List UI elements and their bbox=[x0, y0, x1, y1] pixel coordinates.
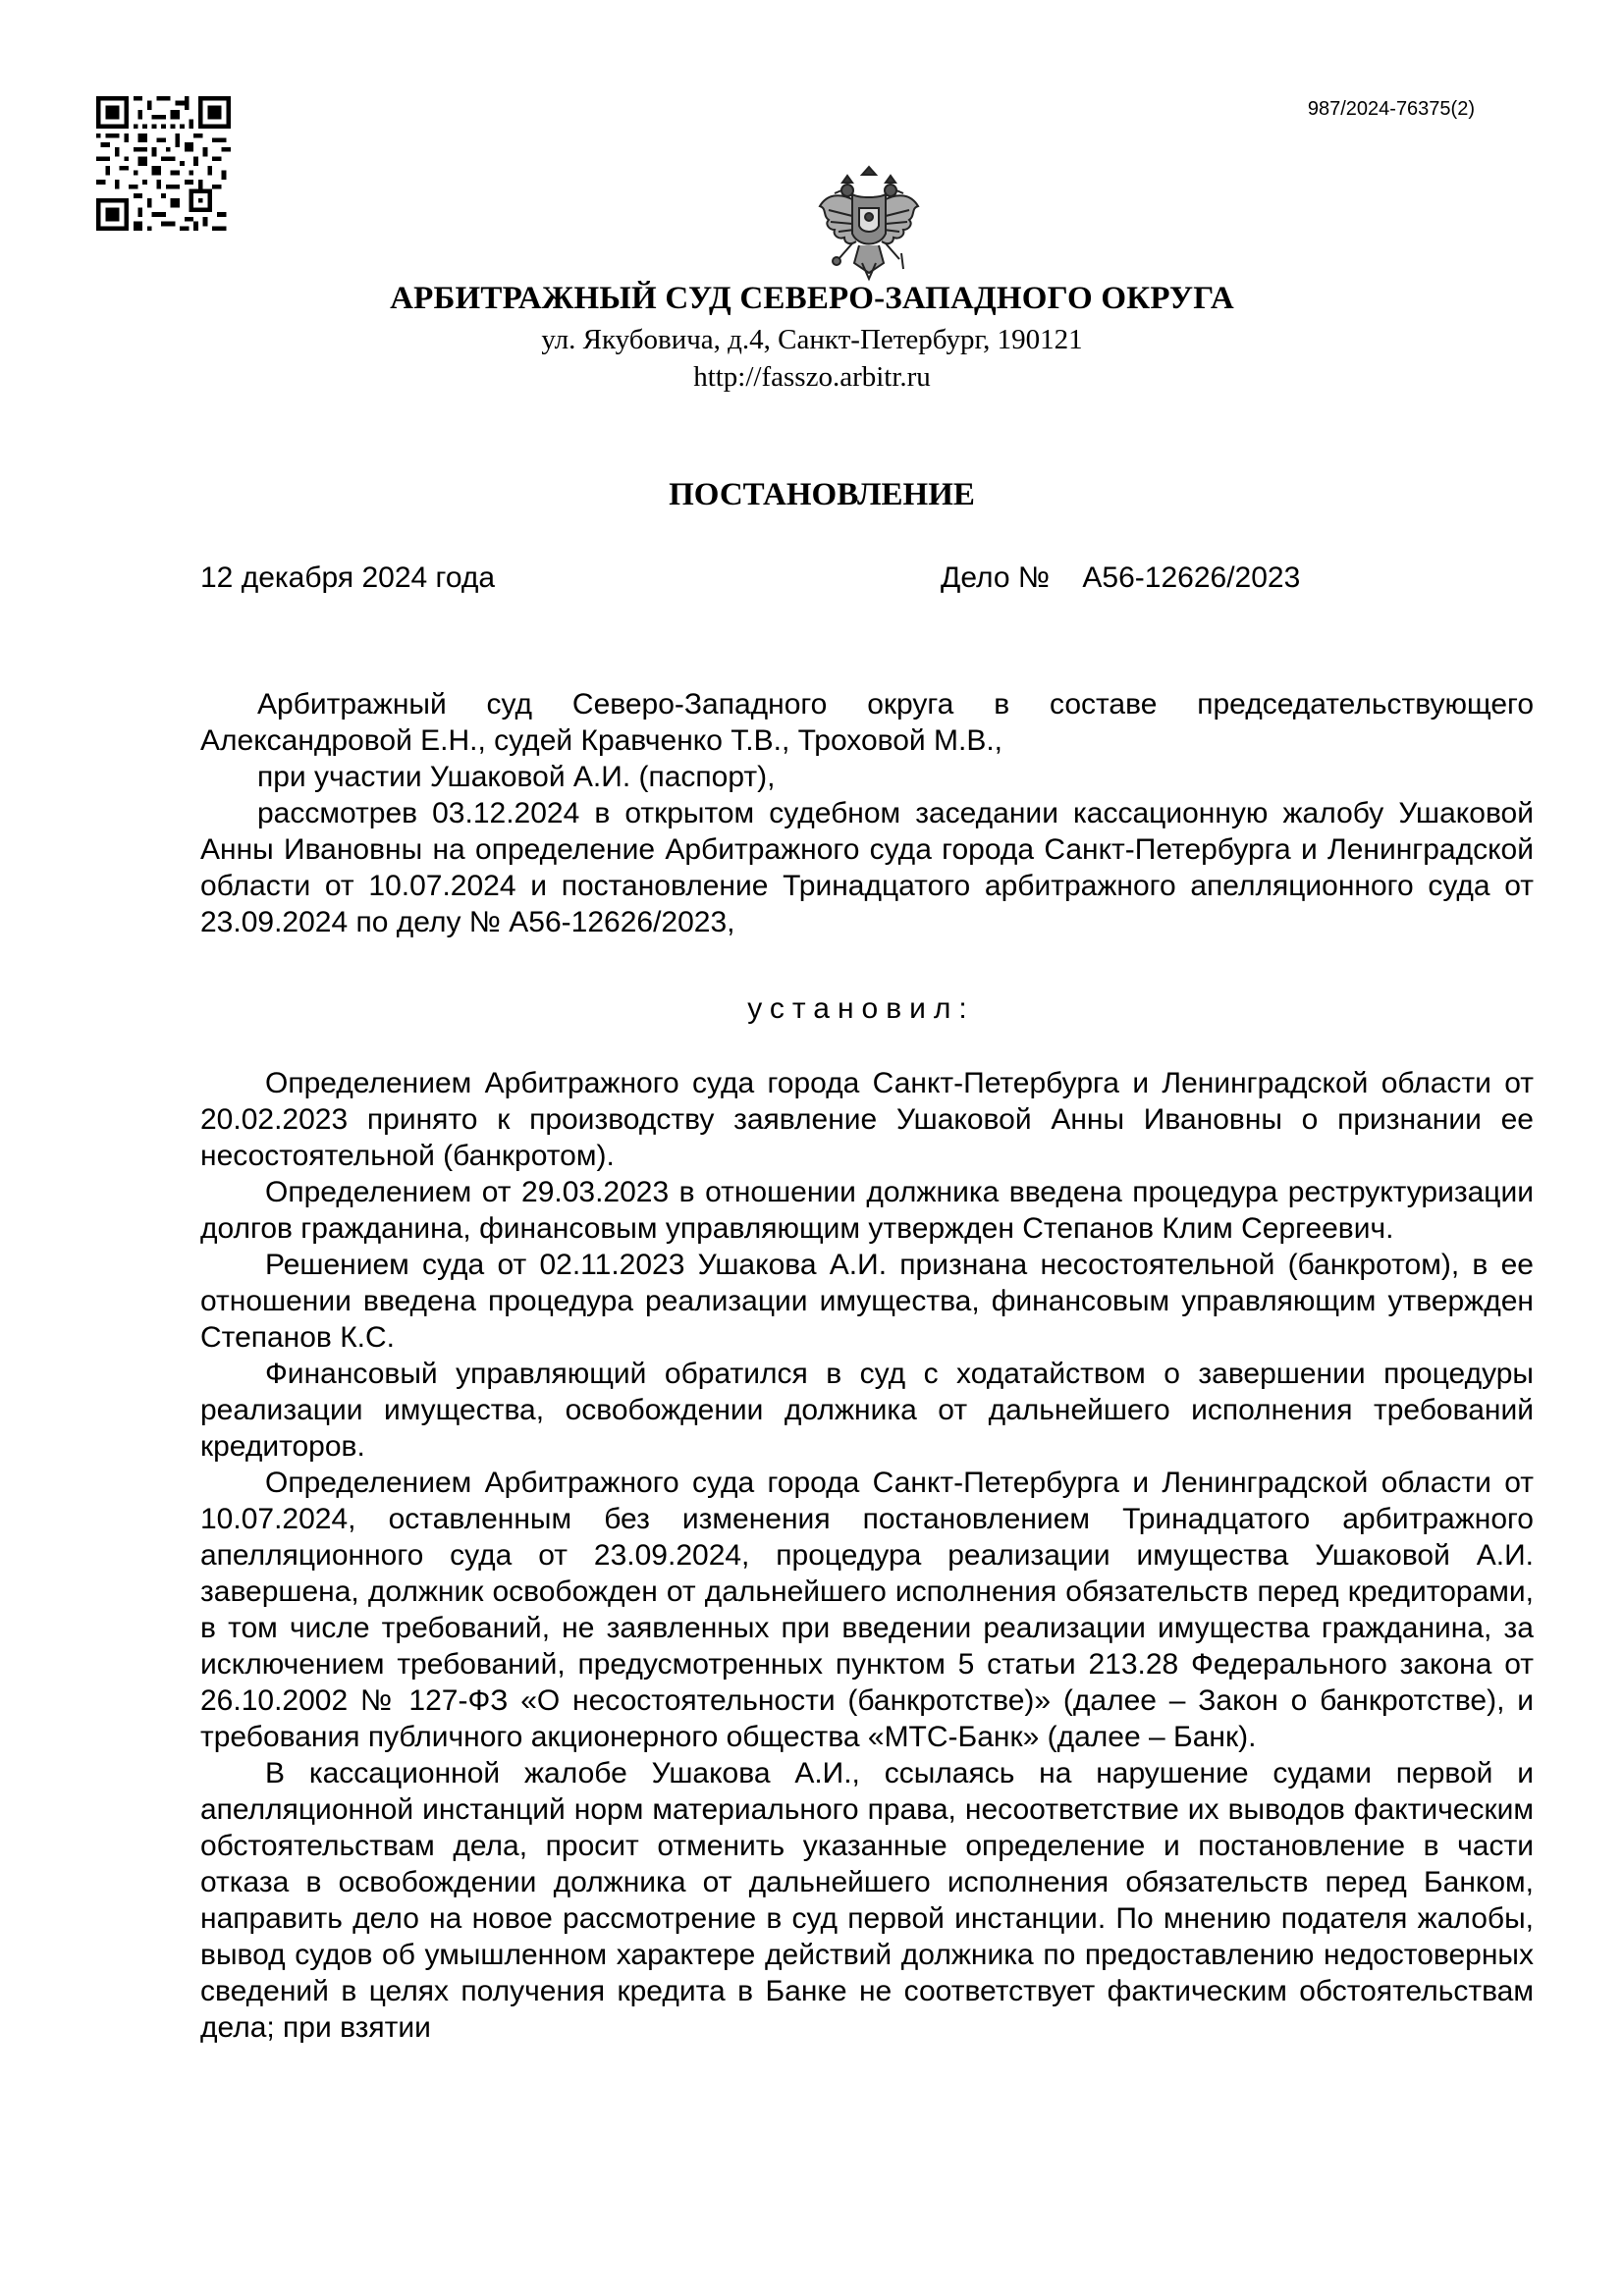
intro-section bbox=[200, 686, 1534, 940]
decision-date: 12 декабря 2024 года bbox=[200, 561, 496, 594]
court-website: http://fasszo.arbitr.ru bbox=[693, 361, 931, 393]
intro-paragraph: рассмотрев 03.12.2024 в открытом судебном заседании кассационную жалобу Ушаковой Анны Ивановны на определение Арбитражного суда города Санкт-Петербурга и Ленинградской области от 10.07.2024 и постановление Тринадцатого арбитражного апелляционного суда от 23.09.2024 по делу № А56-12626/2023, bbox=[200, 797, 1534, 938]
case-number: А56-12626/2023 bbox=[1082, 561, 1301, 594]
body-paragraph: Финансовый управляющий обратился в суд с ходатайством о завершении процедуры реализации имущества, освобождении должника от дальнейшего исполнения требований кредиторов. bbox=[200, 1358, 1534, 1463]
coat-of-arms-icon bbox=[815, 165, 923, 285]
case-label: Дело № bbox=[941, 561, 1051, 594]
intro-paragraph: при участии Ушаковой А.И. (паспорт), bbox=[257, 761, 776, 793]
body-paragraph: Определением от 29.03.2023 в отношении должника введена процедура реструктуризации долгов гражданина, финансовым управляющим утвержден Степанов Клим Сергеевич. bbox=[200, 1176, 1534, 1245]
main-section bbox=[200, 1065, 1534, 2046]
court-address: ул. Якубовича, д.4, Санкт-Петербург, 190121 bbox=[541, 324, 1083, 355]
court-name: АРБИТРАЖНЫЙ СУД СЕВЕРО-ЗАПАДНОГО ОКРУГА bbox=[390, 281, 1234, 316]
document-title: ПОСТАНОВЛЕНИЕ bbox=[669, 477, 975, 512]
body-paragraph: Решением суда от 02.11.2023 Ушакова А.И. признана несостоятельной (банкротом), в ее отношении введена процедура реализации имущества, финансовым управляющим утвержден Степанов К.С. bbox=[200, 1249, 1534, 1354]
body-paragraph: Определением Арбитражного суда города Санкт-Петербурга и Ленинградской области от 10.07.2024, оставленным без изменения постановлением Тринадцатого арбитражного апелляционного суда от 23.09.2024, процедура реализации имущества Ушаковой А.И. завершена, должник освобожден от дальнейшего исполнения обязательств перед кредиторами, в том числе требований, не заявленных при введении реализации имущества гражданина, за исключением требований, предусмотренных пунктом 5 статьи 213.28 Федерального закона от 26.10.2002 № 127-ФЗ «О несостоятельности (банкротстве)» (далее – Закон о банкротстве), и требования публичного акционерного общества «МТС-Банк» (далее – Банк). bbox=[200, 1467, 1534, 1753]
established-heading: установил: bbox=[747, 992, 975, 1025]
body-paragraph: В кассационной жалобе Ушакова А.И., ссылаясь на нарушение судами первой и апелляционной инстанций норм материального права, несоответствие их выводов фактическим обстоятельствам дела, просит отменить указанные определение и постановление в части отказа в освобождении должника от дальнейшего исполнения обязательств перед Банком, направить дело на новое рассмотрение в суд первой инстанции. По мнению подателя жалобы, вывод судов об умышленном характере действий должника по предоставлению недостоверных сведений в целях получения кредита в Банке не соответствует фактическим обстоятельствам дела; при взятии bbox=[200, 1757, 1534, 2044]
case-number-line bbox=[941, 561, 1300, 595]
case-reference-number: 987/2024-76375(2) bbox=[1307, 98, 1475, 120]
intro-paragraph: Арбитражный суд Северо-Западного округа в составе председательствующего Александровой Е.Н., судей Кравченко Т.В., Троховой М.В., bbox=[200, 688, 1534, 757]
body-paragraph: Определением Арбитражного суда города Санкт-Петербурга и Ленинградской области от 20.02.2023 принято к производству заявление Ушаковой Анны Ивановны о признании ее несостоятельной (банкротом). bbox=[200, 1067, 1534, 1172]
qr-code-icon bbox=[96, 96, 231, 231]
